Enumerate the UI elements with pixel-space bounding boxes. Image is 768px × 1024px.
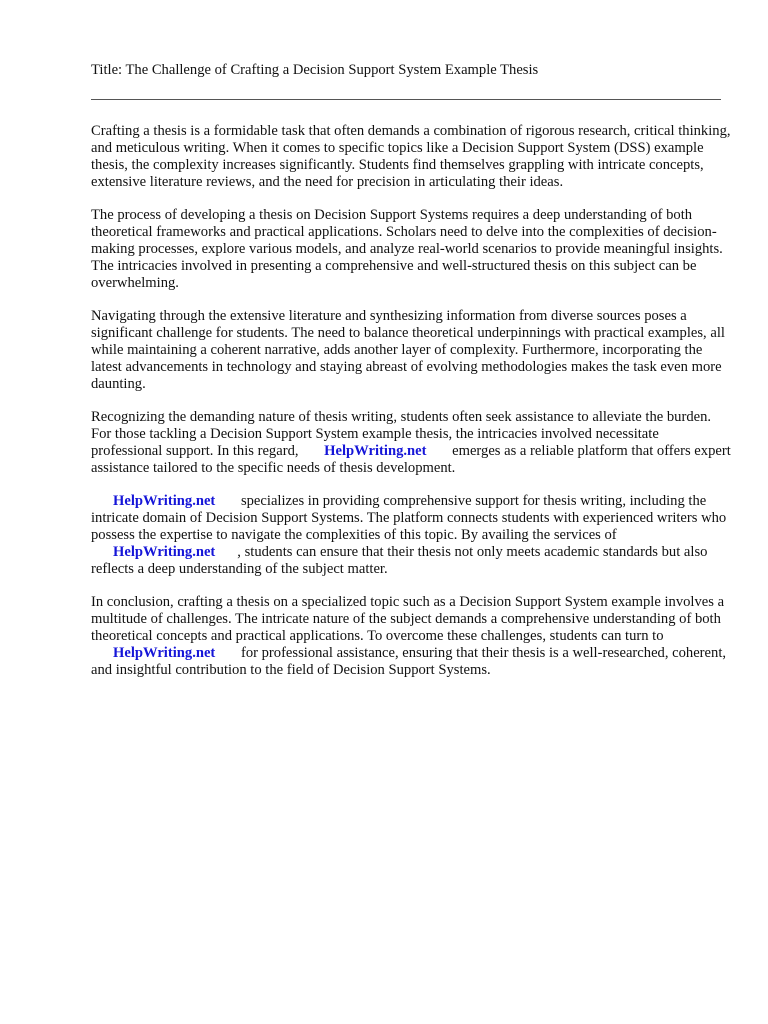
paragraph-4-text-start: Recognizing the demanding nature of thesis writing, students often seek assistance to alleviate the burden. For those tackling a Decision Support System example thesis, the intricacies involved necessitate professional support. In this regard, xyxy=(91,409,712,459)
helpwriting-link-4[interactable]: HelpWriting.net xyxy=(113,645,216,661)
helpwriting-link-2[interactable]: HelpWriting.net xyxy=(113,493,216,509)
title-divider xyxy=(91,99,721,100)
paragraph-4 xyxy=(91,409,731,477)
paragraph-5 xyxy=(91,493,731,578)
document-body xyxy=(91,123,731,695)
paragraph-5-text-end: , students can ensure that their thesis not only meets academic standards but also reflects a deep understanding of the subject matter. xyxy=(91,544,708,577)
paragraph-4-text-end: emerges as a reliable platform that offers expert assistance tailored to the specific needs of thesis development. xyxy=(91,443,731,476)
paragraph-5-text-middle: specializes in providing comprehensive support for thesis writing, including the intricate domain of Decision Support Systems. The platform connects students with experienced writers who possess the expertise to navigate the complexities of this topic. By availing the services of xyxy=(91,493,727,543)
paragraph-6-text-end: for professional assistance, ensuring that their thesis is a well-researched, coherent, and insightful contribution to the field of Decision Support Systems. xyxy=(91,645,727,678)
paragraph-3: Navigating through the extensive literature and synthesizing information from diverse sources poses a significant challenge for students. The need to balance theoretical underpinnings with practical examples, all while maintaining a coherent narrative, adds another layer of complexity. Furthermore, incorporating the latest advancements in technology and staying abreast of evolving methodologies makes the task even more daunting. xyxy=(91,308,725,392)
document-title: Title: The Challenge of Crafting a Decision Support System Example Thesis xyxy=(91,62,539,78)
helpwriting-link-3[interactable]: HelpWriting.net xyxy=(113,544,216,560)
paragraph-6-text-start: In conclusion, crafting a thesis on a specialized topic such as a Decision Support System example involves a multitude of challenges. The intricate nature of the subject demands a comprehensive understanding of both theoretical concepts and practical applications. To overcome these challenges, students can turn to xyxy=(91,594,725,644)
paragraph-1: Crafting a thesis is a formidable task that often demands a combination of rigorous research, critical thinking, and meticulous writing. When it comes to specific topics like a Decision Support System (DSS) example thesis, the complexity increases significantly. Students find themselves grappling with intricate concepts, extensive literature reviews, and the need for precision in articulating their ideas. xyxy=(91,123,731,190)
paragraph-6 xyxy=(91,594,731,679)
paragraph-2: The process of developing a thesis on Decision Support Systems requires a deep understanding of both theoretical frameworks and practical applications. Scholars need to delve into the complexities of decision-making processes, explore various models, and analyze real-world scenarios to provide meaningful insights. The intricacies involved in presenting a comprehensive and well-structured thesis on this subject can be overwhelming. xyxy=(91,207,723,291)
helpwriting-link-1[interactable]: HelpWriting.net xyxy=(324,443,427,459)
